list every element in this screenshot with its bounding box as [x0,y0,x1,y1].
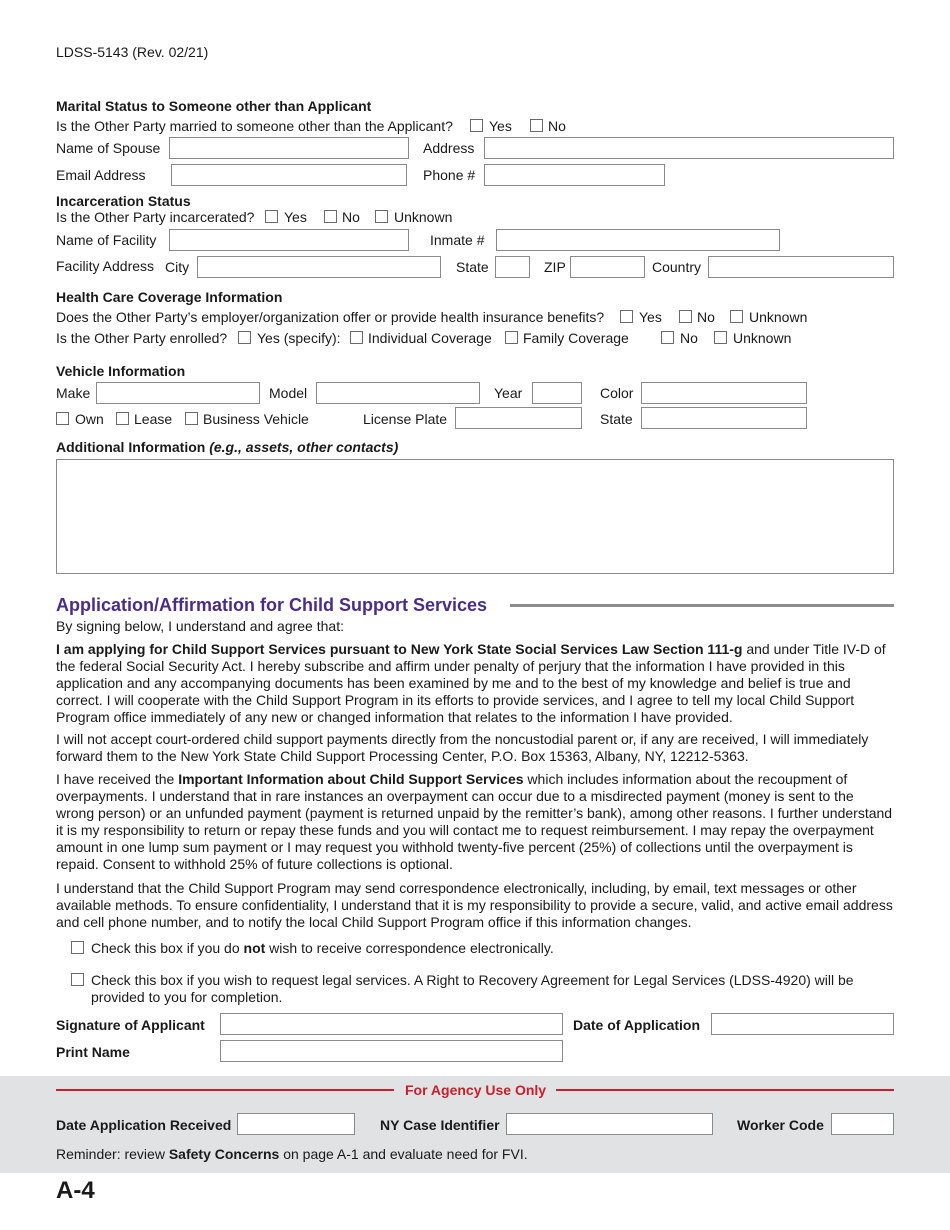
inmate-label: Inmate # [430,232,485,248]
facility-country-input[interactable] [708,256,894,278]
legal-services-checkbox[interactable] [71,973,84,986]
incarceration-question: Is the Other Party incarcerated? [56,209,255,225]
spouse-address-input[interactable] [484,137,894,159]
incarceration-unknown-label: Unknown [394,209,453,225]
individual-coverage-label: Individual Coverage [368,330,492,346]
vehicle-model-input[interactable] [316,382,480,404]
spouse-label: Name of Spouse [56,140,161,156]
vehicle-model-label: Model [269,385,308,401]
health-benefits-no-checkbox[interactable] [679,310,692,323]
health-benefits-no-label: No [697,309,715,325]
date-received-input[interactable] [237,1113,355,1135]
vehicle-lease-label: Lease [134,411,173,427]
spouse-email-label: Email Address [56,167,146,183]
vehicle-lease-checkbox[interactable] [116,412,129,425]
marital-question: Is the Other Party married to someone other than the Applicant? [56,118,453,134]
additional-info-heading: Additional Information (e.g., assets, other contacts) [56,439,399,455]
incarceration-unknown-checkbox[interactable] [375,210,388,223]
enrolled-no-checkbox[interactable] [661,331,674,344]
inmate-number-input[interactable] [496,229,780,251]
facility-state-input[interactable] [495,256,530,278]
health-question-benefits: Does the Other Party’s employer/organization offer or provide health insurance benefits? [56,309,605,325]
vehicle-color-input[interactable] [641,382,807,404]
health-benefits-yes-label: Yes [639,309,662,325]
facility-name-label: Name of Facility [56,232,157,248]
health-heading: Health Care Coverage Information [56,289,283,305]
incarceration-no-checkbox[interactable] [324,210,337,223]
affirmation-paragraph-3: I have received the Important Information about Child Support Services which includes information about the recoupment of overpayments. I understand that in rare instances an overpayment can occur due to a misdirected payment (money is sent to the wrong person) or an unfunded payment (payment is returned unpaid by the remitter’s bank), among other reasons. I further understand it is my responsibility to return or repay these funds and you will contact me to request reimbursement. I may repay the overpayment amount in one lump sum payment or I may request you withhold twenty-five percent (25%) of collections until the overpayment is repaid. Consent to withhold 25% of future collections is optional. [56,771,893,872]
health-benefits-unknown-checkbox[interactable] [730,310,743,323]
spouse-name-input[interactable] [169,137,409,159]
license-plate-input[interactable] [455,407,582,429]
family-coverage-checkbox[interactable] [505,331,518,344]
individual-coverage-checkbox[interactable] [350,331,363,344]
vehicle-year-input[interactable] [532,382,582,404]
no-electronic-correspondence-checkbox[interactable] [71,941,84,954]
enrolled-unknown-checkbox[interactable] [714,331,727,344]
spouse-phone-label: Phone # [423,167,476,183]
agency-rule-left [56,1089,394,1091]
facility-address-label: Facility Address [56,258,155,274]
page-number: A-4 [56,1177,95,1204]
spouse-email-input[interactable] [171,164,407,186]
vehicle-make-input[interactable] [96,382,260,404]
enrolled-yes-checkbox[interactable] [238,331,251,344]
vehicle-own-label: Own [75,411,104,427]
spouse-phone-input[interactable] [484,164,665,186]
marital-no-label: No [548,118,566,134]
signature-label: Signature of Applicant [56,1017,205,1033]
no-electronic-correspondence-label: Check this box if you do not wish to receive correspondence electronically. [91,940,554,956]
marital-yes-label: Yes [489,118,512,134]
vehicle-business-checkbox[interactable] [185,412,198,425]
facility-country-label: Country [652,259,702,275]
facility-city-label: City [165,259,190,275]
incarceration-yes-label: Yes [284,209,307,225]
incarceration-yes-checkbox[interactable] [265,210,278,223]
enrolled-no-label: No [680,330,698,346]
license-plate-label: License Plate [363,411,448,427]
facility-state-label: State [456,259,489,275]
affirmation-paragraph-1: I am applying for Child Support Services pursuant to New York State Social Services Law Section 111-g and under Title IV-D of the federal Social Security Act. I hereby subscribe and affirm under penalty of perjury that the information I have provided in this application and any accompanying documents has been examined by me and to the best of my knowledge and belief is true and correct. I will cooperate with the Child Support Program in its efforts to provide services, and I agree to tell my local Child Support Program office immediately of any new or changed information that relates to the information I have provided. [56,641,886,725]
vehicle-year-label: Year [494,385,523,401]
form-code: LDSS-5143 (Rev. 02/21) [56,44,209,60]
print-name-input[interactable] [220,1040,563,1062]
agency-reminder: Reminder: review Safety Concerns on page A-1 and evaluate need for FVI. [56,1146,528,1162]
affirmation-paragraph-4: I understand that the Child Support Program may send correspondence electronically, including, by email, text messages or other available methods. To ensure confidentiality, I understand that it is my responsibility to provide a secure, valid, and active email address and cell phone number, and to notify the local Child Support Program office if this information changes. [56,880,893,930]
family-coverage-label: Family Coverage [523,330,629,346]
vehicle-make-label: Make [56,385,91,401]
marital-no-checkbox[interactable] [530,119,543,132]
worker-code-input[interactable] [831,1113,894,1135]
affirmation-intro: By signing below, I understand and agree that: [56,618,344,634]
facility-city-input[interactable] [197,256,441,278]
section-rule [510,604,894,607]
print-name-label: Print Name [56,1044,130,1060]
vehicle-own-checkbox[interactable] [56,412,69,425]
affirmation-title: Application/Affirmation for Child Support Services [56,595,488,615]
vehicle-business-label: Business Vehicle [203,411,309,427]
facility-zip-input[interactable] [570,256,645,278]
vehicle-state-input[interactable] [641,407,807,429]
additional-info-textarea[interactable] [56,459,894,574]
enrolled-yes-label: Yes (specify): [257,330,341,346]
vehicle-state-label: State [600,411,633,427]
vehicle-color-label: Color [600,385,634,401]
facility-zip-label: ZIP [544,259,566,275]
case-identifier-label: NY Case Identifier [380,1117,500,1133]
health-benefits-unknown-label: Unknown [749,309,808,325]
marital-yes-checkbox[interactable] [470,119,483,132]
health-benefits-yes-checkbox[interactable] [620,310,633,323]
vehicle-heading: Vehicle Information [56,363,186,379]
marital-heading: Marital Status to Someone other than Applicant [56,98,372,114]
spouse-address-label: Address [423,140,475,156]
application-date-label: Date of Application [573,1017,701,1033]
facility-name-input[interactable] [169,229,409,251]
signature-input[interactable] [220,1013,563,1035]
incarceration-heading: Incarceration Status [56,193,191,209]
enrolled-unknown-label: Unknown [733,330,792,346]
case-identifier-input[interactable] [506,1113,713,1135]
health-question-enrolled: Is the Other Party enrolled? [56,330,228,346]
incarceration-no-label: No [342,209,360,225]
application-date-input[interactable] [711,1013,894,1035]
agency-heading: For Agency Use Only [405,1082,547,1098]
agency-rule-right [556,1089,894,1091]
date-received-label: Date Application Received [56,1117,232,1133]
legal-services-label: Check this box if you wish to request legal services. A Right to Recovery Agreement for Legal Services (LDSS-4920) will be provided to you for completion. [91,972,854,1005]
affirmation-paragraph-2: I will not accept court-ordered child support payments directly from the noncustodial parent or, if any are received, I will immediately forward them to the New York State Child Support Processing Center, P.O. Box 15363, Albany, NY, 12212-5363. [56,731,869,764]
worker-code-label: Worker Code [737,1117,824,1133]
